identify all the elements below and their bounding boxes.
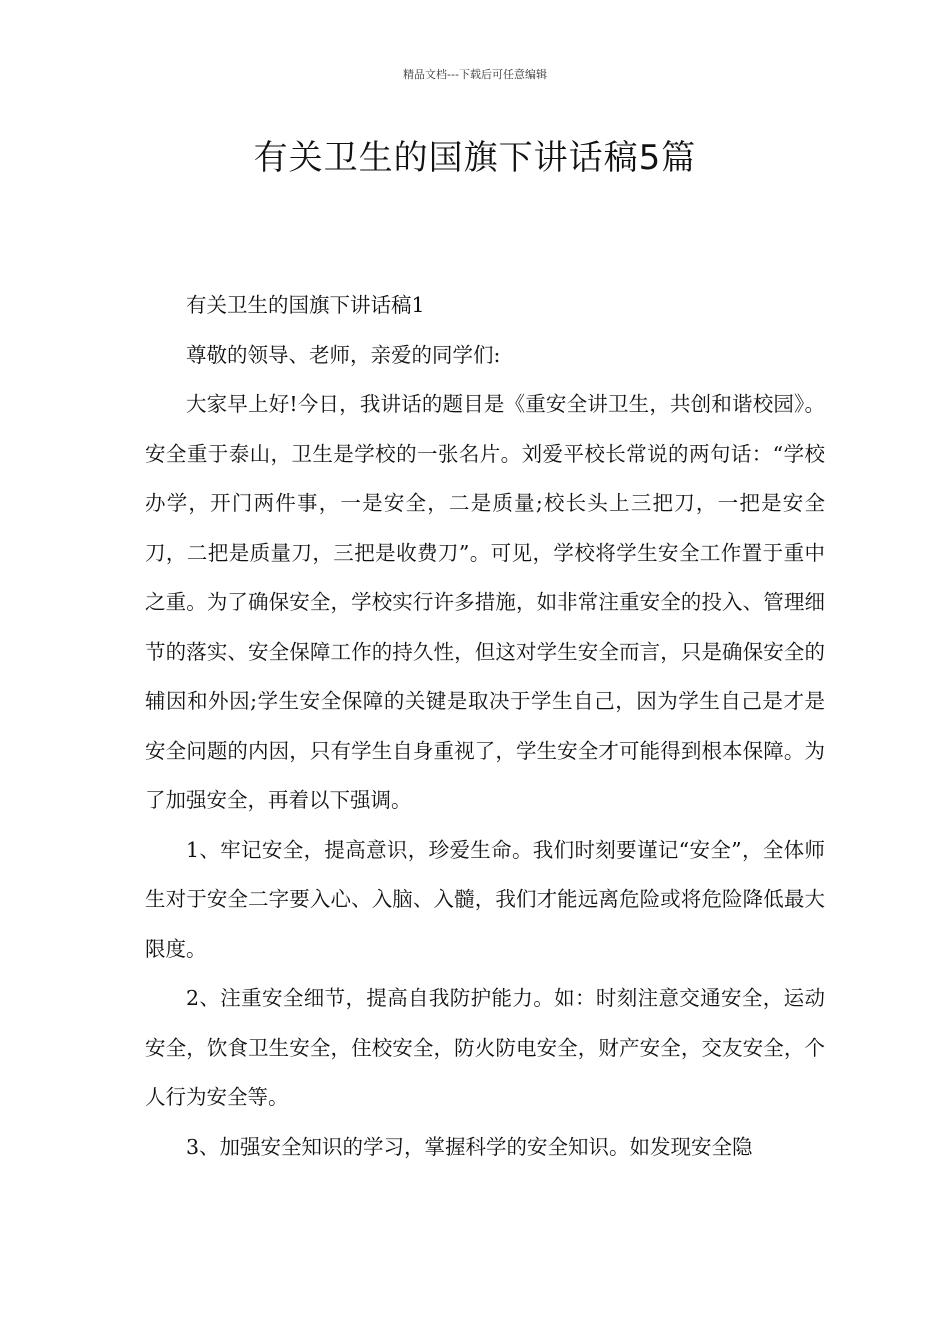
- document-title: 有关卫生的国旗下讲话稿5篇: [253, 138, 697, 178]
- body-paragraph: 2、注重安全细节，提高自我防护能力。如：时刻注意交通安全，运动安全，饮食卫生安全，住校安全，防火防电安全，财产安全，交友安全，个人行为安全等。: [145, 986, 825, 1109]
- body-paragraph: 3、加强安全知识的学习，掌握科学的安全知识。如发现安全隐: [186, 1134, 753, 1159]
- header-note: 精品文档---下载后可任意编辑: [403, 68, 547, 81]
- body-paragraph: 大家早上好!今日，我讲话的题目是《重安全讲卫生，共创和谐校园》。安全重于泰山，卫生是学校的一张名片。刘爱平校长常说的两句话：“学校办学，开门两件事，一是安全，二是质量;校长头上三把刀，一把是安全刀，二把是质量刀，三把是收费刀”。可见，学校将学生安全工作置于重中之重。为了确保安全，学校实行许多措施，如非常注重安全的投入、管理细节的落实、安全保障工作的持久性，但这对学生安全而言，只是确保安全的辅因和外因;学生安全保障的关键是取决于学生自己，因为学生自己是才是安全问题的内因，只有学生自身重视了，学生安全才可能得到根本保障。为了加强安全，再着以下强调。: [145, 392, 825, 812]
- document-body: [145, 281, 825, 1172]
- salutation: 尊敬的领导、老师，亲爱的同学们:: [186, 342, 501, 367]
- section-heading: 有关卫生的国旗下讲话稿1: [186, 293, 425, 317]
- body-paragraph: 1、牢记安全，提高意识，珍爱生命。我们时刻要谨记“安全”，全体师生对于安全二字要入心、入脑、入髓，我们才能远离危险或将危险降低最大限度。: [145, 837, 825, 961]
